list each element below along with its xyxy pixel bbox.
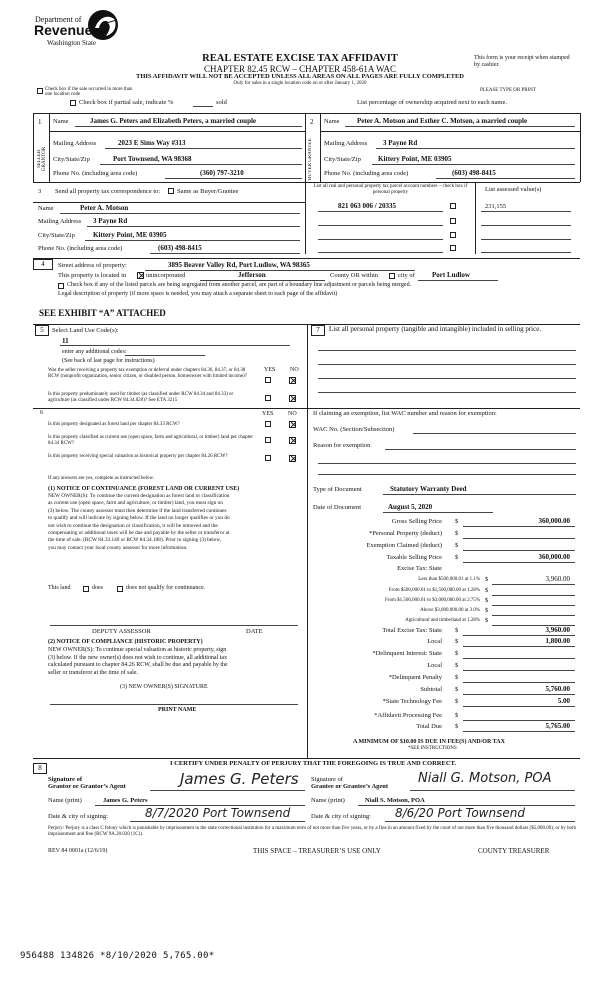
dollar-sign: $	[455, 723, 459, 730]
seller-city-label: City/State/Zip	[53, 156, 90, 163]
does-not-qualify-checkbox[interactable]	[117, 586, 123, 592]
buyer-city-label: City/State/Zip	[324, 156, 361, 163]
s6-q2-yes[interactable]	[265, 437, 271, 443]
location-note: Only for sales in a single location code on or after January 1, 2020	[233, 81, 367, 86]
dollar-sign: $	[455, 530, 459, 537]
treasurer-space-label: THIS SPACE – TREASURER’S USE ONLY	[253, 847, 381, 855]
partial-sale-checkbox[interactable]	[70, 100, 76, 106]
assessor-date-label: DATE	[246, 628, 263, 635]
assessed-value[interactable]: 231,155	[485, 203, 507, 210]
dollar-sign: $	[455, 627, 459, 634]
s3-mailing-label: Mailing Address	[38, 218, 82, 225]
tech-fee-label: *State Technology Fee	[382, 698, 442, 705]
s3-city[interactable]: Kittery Point, ME 03905	[93, 231, 167, 239]
notice-compliance-body: NEW OWNER(S): To continue special valuation as historic property, sign (3) below. If the new owner(s) does not wish to continue, all additional tax calculated pursuant to chapter 84.26 RCW, shall be due and payable by the seller or transferor at the time of sale.	[48, 647, 228, 676]
s3-city-label: City/State/Zip	[38, 232, 75, 239]
grantee-date-city[interactable]: 8/6/20 Port Townsend	[395, 806, 525, 820]
taxable-value[interactable]: 360,000.00	[538, 553, 570, 561]
reason-label: Reason for exemption	[313, 442, 371, 449]
s3-name[interactable]: Peter A. Motson	[80, 204, 129, 212]
tech-fee-value[interactable]: 5.00	[557, 697, 570, 705]
logo-line2: Revenue	[34, 22, 93, 38]
dollar-sign: $	[455, 554, 459, 561]
buyer-phone[interactable]: (603) 498-8415	[452, 169, 496, 177]
s3-phone[interactable]: (603) 498-8415	[158, 244, 202, 252]
seller-name[interactable]: James G. Peters and Elizabeth Peters, a married couple	[90, 117, 257, 125]
city-of-label: city of	[398, 272, 415, 279]
affidavit-fee-label: *Affidavit Processing Fee	[374, 712, 442, 719]
seller-phone-label: Phone No. (including area code)	[53, 170, 138, 177]
s6-q1-yes[interactable]	[265, 421, 271, 427]
doc-date[interactable]: August 5, 2020	[388, 503, 433, 511]
section7-num: 7	[311, 325, 325, 336]
notice-compliance-title: (2) NOTICE OF COMPLIANCE (HISTORIC PROPERTY)	[48, 639, 203, 645]
dollar-sign: $	[455, 698, 459, 705]
dollar-sign: $	[485, 576, 489, 583]
legal-description-label: Legal description of property (if more space is needed, you may attach a separate sheet to each page of the affidavit)	[58, 291, 338, 297]
see-instructions-note: *SEE INSTRUCTIONS	[408, 746, 457, 751]
seller-mailing-label: Mailing Address	[53, 140, 97, 147]
delinquent-interest-label: *Delinquent Interest: State	[372, 650, 442, 657]
grantor-sig-label2: Grantor or Grantor’s Agent	[48, 783, 126, 790]
gross-label: Gross Selling Price	[391, 518, 442, 525]
buyer-name-label: Name	[324, 118, 340, 125]
gross-value[interactable]: 360,000.00	[538, 517, 570, 525]
buyer-city[interactable]: Kittery Point, ME 03905	[378, 155, 452, 163]
new-owner-signature-label: (3) NEW OWNER(S) SIGNATURE	[120, 684, 208, 690]
city-of-checkbox[interactable]	[389, 273, 395, 279]
completion-warning: THIS AFFIDAVIT WILL NOT BE ACCEPTED UNLESS ALL AREAS ON ALL PAGES ARE FULLY COMPLETED	[136, 73, 464, 80]
same-as-buyer-label: Same as Buyer/Grantee	[177, 188, 239, 195]
personal-property-checkbox-2[interactable]	[450, 218, 456, 224]
notice-continuance-body: NEW OWNER(S): To continue the current designation as forest land or classification as current use (open space, farm and agriculture, or timber) land, you must sign on (3) below. The county assessor must then determine if the land transferred continues to qualify and will indicate by signing below. If the land no longer qualifies or you do not wish to continue the designation or classification, it will be removed and the compensating or additional taxes will be due and payable by the seller or transferor at the time of sale. (RCW 84.33.140 or RCW 84.34.108). Prior to signing (3) below, you may contact your local county assessor for more information.	[48, 493, 230, 551]
dollar-sign: $	[455, 712, 459, 719]
doc-date-label: Date of Document	[313, 504, 362, 511]
city-name[interactable]: Port Ludlow	[432, 271, 470, 279]
print-note: PLEASE TYPE OR PRINT	[480, 88, 536, 93]
land-use-code[interactable]: 11	[62, 337, 69, 345]
grantee-print-label: Name (print)	[311, 797, 345, 804]
parcel-header: List all real and personal property tax parcel account numbers – check box if personal property	[313, 184, 468, 195]
seller-phone[interactable]: (360) 797-3210	[200, 169, 244, 177]
form-revision: REV 84 0001a (12/6/19)	[48, 848, 108, 854]
delinquent-penalty-label: *Delinquent Penalty	[388, 674, 442, 681]
dollar-sign: $	[455, 518, 459, 525]
no-header: NO	[290, 367, 299, 373]
sold-label: sold	[216, 99, 227, 106]
additional-codes-label: enter any additional codes:	[62, 349, 127, 355]
personal-property-checkbox-1[interactable]	[450, 203, 456, 209]
doc-type-label: Type of Document	[313, 486, 362, 493]
doc-type[interactable]: Statutory Warranty Deed	[390, 485, 467, 493]
grantee-date-label: Date & city of signing:	[311, 813, 371, 820]
print-name-label: PRINT NAME	[158, 707, 197, 713]
unincorporated-checkbox[interactable]	[137, 272, 144, 279]
seller-name-label: Name	[53, 118, 69, 125]
grantor-signature[interactable]: James G. Peters	[180, 770, 299, 788]
land-use-label: Select Land Use Code(s):	[52, 327, 119, 334]
s5-q1-no[interactable]	[289, 377, 296, 384]
logo-line1: Department of	[35, 15, 82, 24]
dollar-sign: $	[485, 607, 489, 614]
street-address[interactable]: 3895 Beaver Valley Rd, Port Ludlow, WA 98365	[168, 261, 310, 269]
cashier-stamp: 956488 134826 *8/10/2020 5,765.00*	[20, 951, 215, 961]
total-state-label: Total Excise Tax: State	[382, 627, 442, 634]
dollar-sign: $	[455, 674, 459, 681]
s6-no-header: NO	[288, 411, 297, 417]
s6-question2: Is this property classified as current use (open space, farm and agricultural, or timber) land per chapter 84.34 RCW?	[48, 435, 253, 446]
exemption-deduct-label: Exemption Claimed (deduct)	[366, 542, 442, 549]
s5-q2-no[interactable]	[289, 395, 296, 402]
does-qualify-checkbox[interactable]	[83, 586, 89, 592]
seller-city[interactable]: Port Townsend, WA 98368	[113, 155, 192, 163]
tier3-label: From $1,500,000.01 to $3,000,000.00 at 2.75%	[385, 598, 480, 603]
excise-state-label: Excise Tax: State	[397, 565, 442, 572]
tier4-label: Above $3,000,000.00 at 3.0%	[420, 608, 480, 613]
multi-location-checkbox[interactable]	[37, 88, 43, 94]
perjury-notice: Perjury: Perjury is a class C felony which is punishable by imprisonment in the state correctional institution for a maximum term of not more than five years, or by a fine in an amount fixed by the court of not more than five thousand dollars ($5,000.00), or by both imprisonment and fine (RCW 9A.20.020 (1C)).	[48, 826, 576, 837]
parcel-number[interactable]: 821 063 006 / 20335	[338, 202, 396, 210]
notice-continuance-title: (1) NOTICE OF CONTINUANCE (FOREST LAND OR CURRENT USE)	[48, 486, 240, 492]
dollar-sign: $	[455, 686, 459, 693]
buyer-num: 2	[310, 118, 314, 126]
buyer-name[interactable]: Peter A. Motson and Esther C. Motson, a married couple	[357, 117, 528, 125]
seller-num: 1	[38, 118, 42, 126]
grantor-date-label: Date & city of signing:	[48, 813, 108, 820]
dollar-sign: $	[485, 597, 489, 604]
if-yes-label: If any answers are yes, complete as instructed below.	[48, 476, 155, 481]
form-subtitle: CHAPTER 82.45 RCW – CHAPTER 458-61A WAC	[204, 64, 396, 74]
grantee-sig-label: Signature of	[311, 776, 343, 783]
s6-yes-header: YES	[262, 411, 274, 417]
grantee-print-name[interactable]: Niall S. Motson, POA	[365, 797, 425, 804]
s6-q1-no[interactable]	[289, 421, 296, 428]
dollar-sign: $	[455, 650, 459, 657]
tier1-label: Less than $500,000.01 at 1.1%	[418, 577, 480, 582]
buyer-mailing[interactable]: 3 Payne Rd	[383, 139, 418, 147]
section5-num: 5	[35, 325, 49, 336]
s5-question1: Was the seller receiving a property tax exemption or deferral under chapters 84.36, 84.37, or 84.38 RCW (nonprofit organization, senior citizen, or disabled person, homeowner with limited income)?	[48, 368, 247, 379]
delinquent-local-label: Local	[427, 662, 442, 669]
s6-question3: Is this property receiving special valuation as historical property per chapter 84.26 RCW?	[48, 454, 228, 459]
grantee-sig-label2: Grantee or Grantee’s Agent	[311, 783, 389, 790]
ownership-note: List percentage of ownership acquired next to each name.	[357, 99, 507, 106]
buyer-side-label: BUYER GRANTEE	[308, 138, 313, 180]
dollar-sign: $	[485, 617, 489, 624]
s5-question2: Is this property predominately used for timber (as classified under RCW 84.34 and 84.33) or agriculture (as classified under RCW 84.34.020)? See ETA 3215	[48, 392, 234, 403]
personal-deduct-label: *Personal Property (deduct)	[369, 530, 442, 537]
located-in-label: This property is located in	[58, 272, 127, 279]
form-title: REAL ESTATE EXCISE TAX AFFIDAVIT	[202, 53, 398, 64]
seller-mailing[interactable]: 2023 E Sims Way #313	[118, 139, 186, 147]
dollar-sign: $	[455, 638, 459, 645]
total-state-value[interactable]: 3,960.00	[545, 626, 570, 634]
buyer-mailing-label: Mailing Address	[324, 140, 368, 147]
tier5-label: Agricultural and timberland at 1.28%	[405, 618, 480, 623]
local-value[interactable]: 1,800.00	[545, 637, 570, 645]
county-label: County OR within	[330, 272, 379, 279]
seller-side-label: SELLER GRANTOR	[37, 146, 47, 172]
s5-q1-yes[interactable]	[265, 377, 271, 383]
buyer-phone-label: Phone No. (including area code)	[324, 170, 409, 177]
local-label: Local	[427, 638, 442, 645]
s6-question1: Is this property designated as forest land per chapter 84.33 RCW?	[48, 422, 180, 427]
segregated-checkbox[interactable]	[58, 283, 64, 289]
s6-q3-no[interactable]	[289, 455, 296, 462]
dollar-sign: $	[485, 587, 489, 594]
yes-header: YES	[264, 367, 276, 373]
s6-q2-no[interactable]	[289, 437, 296, 444]
section8-num: 8	[33, 763, 47, 774]
exemption-claim-label: If claiming an exemption, list WAC number and reason for exemption:	[313, 410, 497, 417]
partial-sale-label: Check box if partial sale, indicate %	[79, 99, 174, 106]
tier1-value[interactable]: 3,960.00	[545, 575, 570, 583]
does-label: does	[92, 585, 103, 591]
logo-line3: Washington State	[47, 39, 97, 47]
dollar-sign: $	[455, 662, 459, 669]
exhibit-reference: SEE EXHIBIT “A” ATTACHED	[39, 308, 166, 318]
county-name[interactable]: Jefferson	[238, 271, 266, 279]
multi-location-label: Check box if the sale occurred in more than one location code	[45, 87, 133, 97]
personal-property-label: List all personal property (tangible and intangible) included in selling price.	[329, 325, 542, 333]
s3-phone-label: Phone No. (including area code)	[38, 245, 123, 252]
personal-property-checkbox-3[interactable]	[450, 232, 456, 238]
this-land-label: This land	[48, 585, 71, 591]
does-not-label: does not qualify for continuance.	[126, 585, 206, 591]
see-back-label: (See back of last page for instructions)	[62, 358, 155, 364]
same-as-buyer-checkbox[interactable]	[168, 188, 174, 194]
s3-name-label: Name	[38, 205, 54, 212]
grantor-date-city[interactable]: 8/7/2020 Port Townsend	[145, 806, 291, 820]
total-due-label: Total Due	[416, 723, 442, 730]
personal-property-checkbox-4[interactable]	[450, 245, 456, 251]
boundary-note: Check box if any of the listed parcels are being segregated from another parcel, are part of a boundary line adjustment or parcels being merged.	[67, 282, 412, 288]
section4-num: 4	[33, 259, 53, 270]
county-treasurer-label: COUNTY TREASURER	[478, 847, 550, 855]
subtotal-label: Subtotal	[420, 686, 442, 693]
receipt-note: This form is your receipt when stamped by cashier.	[474, 55, 570, 68]
s5-q2-yes[interactable]	[265, 395, 271, 401]
total-due-value[interactable]: 5,765.00	[545, 722, 570, 730]
unincorporated-label: unincorporated	[146, 272, 186, 279]
perjury-certification: I CERTIFY UNDER PENALTY OF PERJURY THAT THE FOREGOING IS TRUE AND CORRECT.	[170, 760, 457, 767]
section6-num: 6	[40, 410, 43, 416]
wac-label: WAC No. (Section/Subsection)	[313, 426, 395, 433]
tier2-label: From $500,000.01 to $1,500,000.00 at 1.28%	[388, 588, 480, 593]
grantor-sig-label: Signature of	[48, 776, 83, 783]
s3-mailing[interactable]: 3 Payne Rd	[93, 217, 128, 225]
taxable-label: Taxable Selling Price	[386, 554, 442, 561]
assessed-header: List assessed value(s)	[485, 186, 542, 193]
subtotal-value[interactable]: 5,760.00	[545, 685, 570, 693]
grantor-print-label: Name (print)	[48, 797, 82, 804]
section3-num: 3	[38, 188, 42, 195]
minimum-due-note: A MINIMUM OF $10.00 IS DUE IN FEE(S) AND/OR TAX	[353, 739, 505, 745]
send-correspondence-label: Send all property tax correspondence to:	[55, 188, 161, 195]
street-label: Street address of property:	[58, 262, 127, 269]
dollar-sign: $	[455, 542, 459, 549]
deputy-assessor-label: DEPUTY ASSESSOR	[92, 628, 151, 635]
s6-q3-yes[interactable]	[265, 455, 271, 461]
grantee-signature[interactable]: Niall G. Motson, POA	[418, 771, 552, 786]
grantor-print-name[interactable]: James G. Peters	[103, 797, 148, 804]
